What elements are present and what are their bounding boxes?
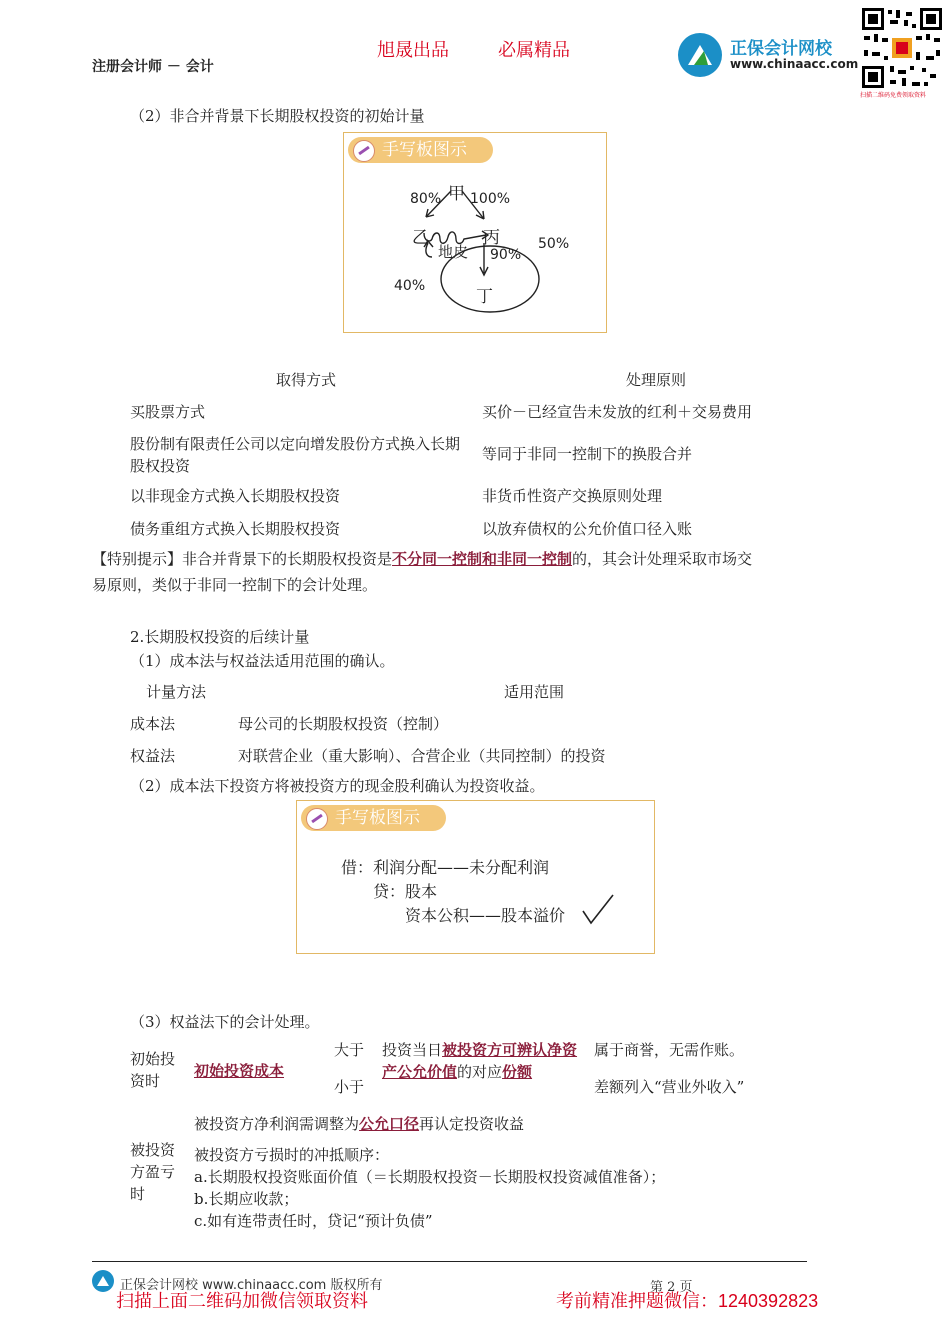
- footer-copyright: 正保会计网校 www.chinaacc.com 版权所有: [120, 1278, 383, 1293]
- scope-row2-method: 权益法: [130, 747, 176, 765]
- loss-item-a: a.长期股权投资账面价值（＝长期股权投资－长期股权投资减值准备）；: [194, 1168, 666, 1186]
- table1-row4-principle: 以放弃债权的公允价值口径入账: [482, 520, 693, 538]
- subsection-equity-method: （3）权益法下的会计处理。: [130, 1013, 320, 1031]
- footer-divider: [92, 1261, 807, 1262]
- chinaacc-logo: [678, 30, 858, 80]
- tip-highlight: 不分同一控制和非同一控制: [392, 550, 573, 568]
- table1-header-method: 取得方式: [276, 371, 337, 389]
- table1-row2-principle: 等同于非同一控制下的换股合并: [482, 445, 693, 463]
- greater-than: 大于: [334, 1041, 365, 1059]
- pct-100: 100%: [470, 191, 511, 207]
- footer-wechat-qr-note: 扫描上面二维码加微信领取资料: [116, 1291, 368, 1312]
- footer-logo-icon: [92, 1270, 114, 1292]
- qr-caption: 扫描二维码免费领取资料: [860, 92, 927, 99]
- equity-initial-label: 初始投资时: [130, 1050, 176, 1090]
- slogan-left: 旭晟出品: [377, 40, 449, 61]
- initial-cost: 初始投资成本: [194, 1062, 285, 1080]
- entry-credit-2: 资本公积——股本溢价: [405, 906, 566, 925]
- subsection-cost-method: （2）成本法下投资方将被投资方的现金股利确认为投资收益。: [130, 777, 545, 795]
- table1-header-principle: 处理原则: [626, 371, 687, 389]
- entry-credit: 贷：股本: [373, 882, 438, 901]
- logo-icon: [678, 33, 722, 77]
- ownership-diagram: [344, 133, 606, 332]
- entry-debit: 借：利润分配——未分配利润: [341, 858, 550, 877]
- special-tip: 【特别提示】非合并背景下的长期股权投资是不分同一控制和非同一控制的，其会计处理采取市场交: [92, 550, 753, 568]
- pct-80: 80%: [410, 191, 442, 207]
- pct-50: 50%: [538, 236, 570, 252]
- doc-subject-title: 注册会计师 － 会计: [92, 59, 214, 75]
- land-label: 地皮: [438, 243, 469, 261]
- handwriting-figure-2: [296, 800, 655, 954]
- pct-40: 40%: [394, 278, 426, 294]
- scope-row1-range: 母公司的长期股权投资（控制）: [238, 715, 449, 733]
- qr-code[interactable]: [860, 6, 944, 90]
- checkmark-icon: [581, 893, 615, 927]
- table1-row2-method: 股份制有限责任公司以定向增发股份方式换入长期股权投资: [130, 435, 461, 475]
- footer-page-number: 第 2 页: [650, 1280, 693, 1295]
- loss-item-c: c.如有连带责任时，贷记“预计负债”: [194, 1212, 433, 1230]
- table1-row4-method: 债务重组方式换入长期股权投资: [130, 520, 341, 538]
- table1-row1-method: 买股票方式: [130, 403, 206, 421]
- section-heading-subsequent: 2.长期股权投资的后续计量: [130, 628, 310, 646]
- handwriting-tag: 手写板图示: [348, 137, 493, 163]
- scope-row2-range: 对联营企业（重大影响）、合营企业（共同控制）的投资: [238, 747, 606, 765]
- scope-row1-method: 成本法: [130, 715, 176, 733]
- less-than: 小于: [334, 1078, 365, 1096]
- node-yi: 乙: [412, 228, 429, 248]
- loss-title: 被投资方亏损时的冲抵顺序：: [194, 1146, 390, 1164]
- net-profit-adjust: 被投资方净利润需调整为公允口径再认定投资收益: [194, 1115, 525, 1133]
- special-tip-line2: 易原则，类似于非同一控制下的会计处理。: [92, 576, 378, 594]
- fair-value-share: 投资当日被投资方可辨认净资产公允价值的对应份额: [382, 1041, 578, 1081]
- result-nonoperating-income: 差额列入“营业外收入”: [594, 1078, 745, 1096]
- table1-row3-method: 以非现金方式换入长期股权投资: [130, 487, 341, 505]
- handwriting-figure-1: [343, 132, 607, 333]
- subsection-scope: （1）成本法与权益法适用范围的确认。: [130, 652, 395, 670]
- node-jia: 甲: [448, 184, 465, 204]
- table1-row3-principle: 非货币性资产交换原则处理: [482, 487, 663, 505]
- footer-wechat-id: 考前精准押题微信：1240392823: [556, 1291, 819, 1311]
- logo-url: www.chinaacc.com: [730, 57, 859, 71]
- section-heading-initial-measurement: （2）非合并背景下长期股权投资的初始计量: [130, 107, 425, 125]
- equity-profit-label: 被投资方盈亏时: [130, 1141, 176, 1203]
- logo-name: 正保会计网校: [730, 39, 832, 59]
- pct-90: 90%: [490, 247, 522, 263]
- handwriting-tag-2: 手写板图示: [301, 805, 446, 831]
- node-ding: 丁: [476, 287, 493, 307]
- scope-header-range: 适用范围: [504, 683, 565, 701]
- table1-row1-principle: 买价－已经宣告未发放的红利＋交易费用: [482, 403, 753, 421]
- scope-header-method: 计量方法: [146, 683, 207, 701]
- result-goodwill: 属于商誉，无需作账。: [594, 1041, 745, 1059]
- loss-item-b: b.长期应收款；: [194, 1190, 299, 1208]
- pen-icon-2: [306, 808, 328, 830]
- slogan-right: 必属精品: [498, 40, 570, 61]
- node-bing: 丙: [483, 228, 500, 248]
